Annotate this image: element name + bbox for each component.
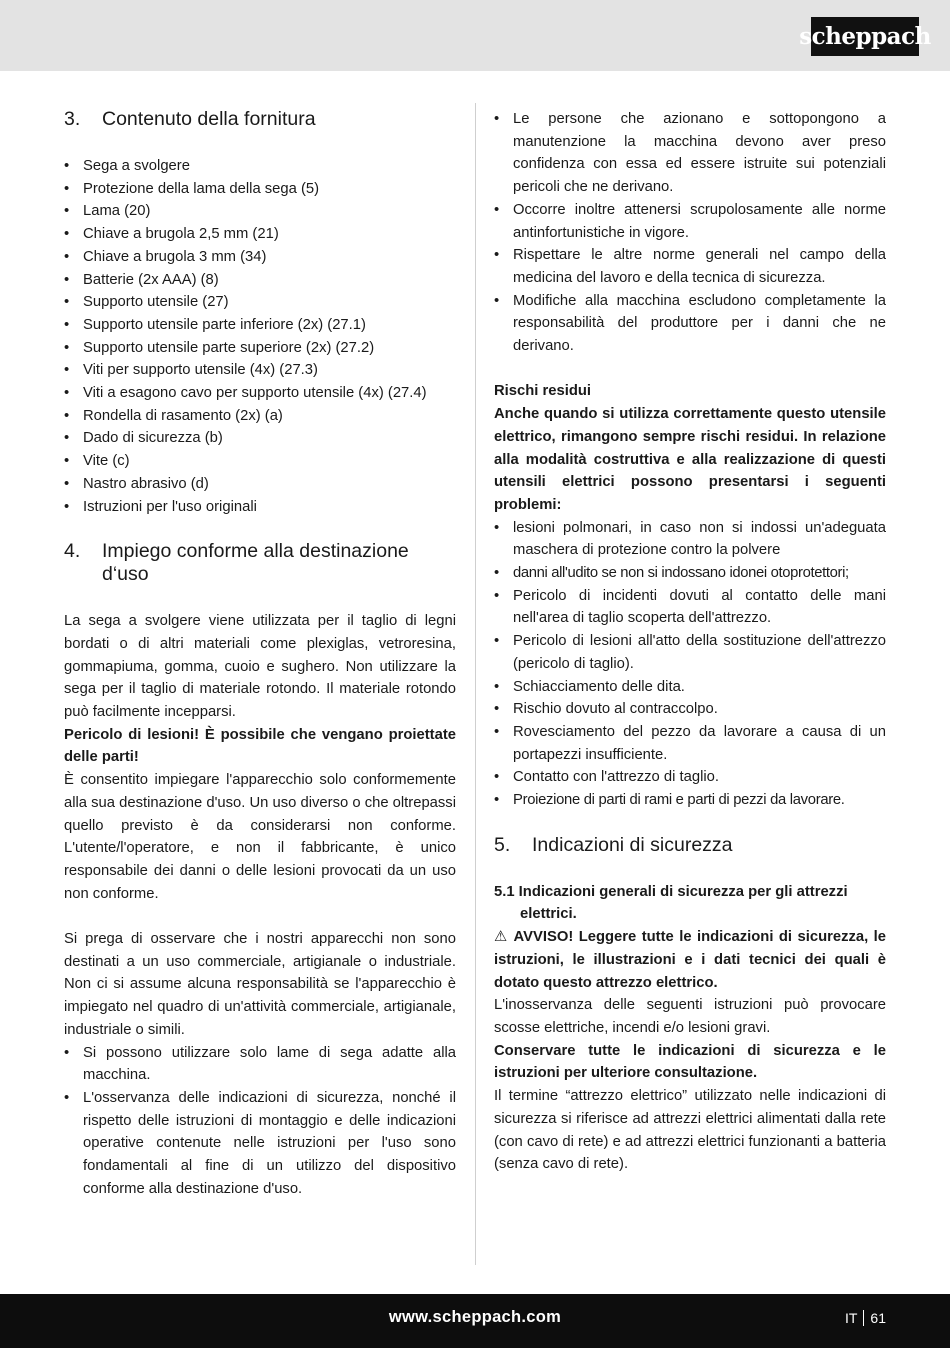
left-column [64, 108, 456, 1201]
paragraph: È consentito impiegare l'apparecchio solo conformemente alla sua destinazione d'uso. Un uso diverso o che oltrepassi quello previsto è da considerarsi non conforme. L'utente/l'operatore, e non il fabbricante, è unico responsabile dei danni o delle lesioni provocati da un uso non conforme. [64, 772, 456, 902]
section-title: Impiego conforme alla destinazione d‘uso [102, 540, 409, 586]
section-3-heading [64, 108, 456, 131]
list-item: • Vite (c) [64, 450, 456, 473]
warning-notice [494, 926, 886, 994]
list-item: • Pericolo di incidenti dovuti al contatto delle mani nell'area di taglio scoperta dell'attrezzo. [494, 585, 886, 630]
list-item: • Lama (20) [64, 200, 456, 223]
list-item: • Le persone che azionano e sottopongono a manutenzione la macchina devono aver preso confidenza con essa ed essere istruite sui potenziali pericoli che ne derivano. [494, 108, 886, 199]
list-item: • Occorre inoltre attenersi scrupolosamente alle norme antinfortunistiche in vigore. [494, 199, 886, 244]
list-item: • Sega a svolgere [64, 155, 456, 178]
scheppach-logo: scheppach [811, 17, 919, 56]
list-item: • Modifiche alla macchina escludono completamente la responsabilità del produttore per i danni che ne derivano. [494, 290, 886, 358]
section-title: Indicazioni di sicurezza [532, 833, 733, 856]
residual-risks-intro: Anche quando si utilizza correttamente questo utensile elettrico, rimangono sempre rischi residui. In relazione alla modalità costruttiva e alla realizzazione di questi utensili elettrici possono presentarsi i seguenti problemi: [494, 406, 886, 513]
list-item: • lesioni polmonari, in caso non si indossi un'adeguata maschera di protezione contro la polvere [494, 517, 886, 562]
list-item: • Proiezione di parti di rami e parti di pezzi da lavorare. [494, 789, 886, 812]
list-item: • Protezione della lama della sega (5) [64, 178, 456, 201]
list-item: • danni all'udito se non si indossano idonei otoprotettori; [494, 562, 886, 585]
section-number: 3. [64, 108, 81, 130]
section-number: 5. [494, 833, 511, 856]
list-item: • Istruzioni per l'uso originali [64, 496, 456, 519]
section-number: 4. [64, 540, 81, 563]
paragraph: Si prega di osservare che i nostri apparecchi non sono destinati a un uso commerciale, artigianale o industriale. Non ci si assume alcuna responsabilità se l'apparecchio è impiegato nel quadro di un'attività commerciale, artigianale, industriale o simili. [64, 931, 456, 1038]
section-title: Contenuto della fornitura [102, 108, 316, 130]
footer-bar [0, 1294, 950, 1348]
paragraph: La sega a svolgere viene utilizzata per il taglio di legni bordati o di altri materiali come plexiglas, vetroresina, gommapiuma, gomma, cuoio e sughero. Non utilizzare la sega per il taglio di materiale rotondo. Il materiale rotondo può facilmente incepparsi. [64, 613, 456, 721]
list-item: • Schiacciamento delle dita. [494, 676, 886, 699]
warning-triangle-icon: ⚠ [494, 929, 509, 946]
list-item: • Si possono utilizzare solo lame di sega adatte alla macchina. [64, 1042, 456, 1087]
list-item: • Rondella di rasamento (2x) (a) [64, 405, 456, 428]
list-item: • Rispettare le altre norme generali nel campo della medicina del lavoro e della tecnica di sicurezza. [494, 244, 886, 289]
list-item: • L'osservanza delle indicazioni di sicurezza, nonché il rispetto delle istruzioni di montaggio e delle indicazioni operative contenute nelle istruzioni per l'uso sono fondamentali al fine di un utilizzo del dispositivo conforme alla destinazione d'uso. [64, 1087, 456, 1201]
website-link[interactable]: www.scheppach.com [388, 1308, 562, 1326]
operator-list [494, 108, 886, 358]
right-column [494, 108, 886, 1176]
list-item: • Chiave a brugola 3 mm (34) [64, 246, 456, 269]
residual-risks-list [494, 517, 886, 812]
separator [863, 1310, 864, 1326]
warning-text: AVVISO! Leggere tutte le indicazioni di sicurezza, le istruzioni, le illustrazioni e i dati tecnici dei quali è dotato questo attrezzo elettrico. [494, 929, 887, 991]
paragraph: Il termine “attrezzo elettrico” utilizzato nelle indicazioni di sicurezza si riferisce ad attrezzi elettrici alimentati dalla rete (con cavo di rete) e ad attrezzi elettrici funzionanti a batteria (senza cavo di rete). [494, 1088, 886, 1173]
paragraph: L'inosservanza delle seguenti istruzioni può provocare scosse elettriche, incendi e/o lesioni gravi. [494, 997, 886, 1036]
list-item: • Batterie (2x AAA) (8) [64, 269, 456, 292]
subsection-5-1-heading: 5.1 Indicazioni generali di sicurezza per gli attrezzi elettrici. [494, 883, 848, 923]
section-4-heading [64, 540, 456, 586]
residual-risks-heading: Rischi residui [494, 383, 592, 400]
delivery-contents-list [64, 155, 456, 518]
page-indicator [845, 1310, 886, 1326]
list-item: • Contatto con l'attrezzo di taglio. [494, 766, 886, 789]
usage-list [64, 1042, 456, 1201]
list-item: • Pericolo di lesioni all'atto della sostituzione dell'attrezzo (pericolo di taglio). [494, 630, 886, 675]
list-item: • Supporto utensile (27) [64, 291, 456, 314]
list-item: • Dado di sicurezza (b) [64, 427, 456, 450]
list-item: • Supporto utensile parte inferiore (2x) (27.1) [64, 314, 456, 337]
section-5-heading [494, 834, 886, 857]
injury-warning: Pericolo di lesioni! È possibile che vengano proiettate delle parti! [64, 726, 456, 766]
list-item: • Rischio dovuto al contraccolpo. [494, 698, 886, 721]
keep-instructions-notice: Conservare tutte le indicazioni di sicurezza e le istruzioni per ulteriore consultazione. [494, 1042, 886, 1082]
list-item: • Viti a esagono cavo per supporto utensile (4x) (27.4) [64, 382, 456, 405]
list-item: • Viti per supporto utensile (4x) (27.3) [64, 359, 456, 382]
list-item: • Chiave a brugola 2,5 mm (21) [64, 223, 456, 246]
list-item: • Supporto utensile parte superiore (2x) (27.2) [64, 337, 456, 360]
list-item: • Nastro abrasivo (d) [64, 473, 456, 496]
header-bar [0, 0, 950, 71]
column-divider [475, 103, 476, 1265]
list-item: • Rovesciamento del pezzo da lavorare a causa di un portapezzi insufficiente. [494, 721, 886, 766]
page-number: 61 [870, 1310, 886, 1326]
language-code: IT [844, 1310, 858, 1326]
